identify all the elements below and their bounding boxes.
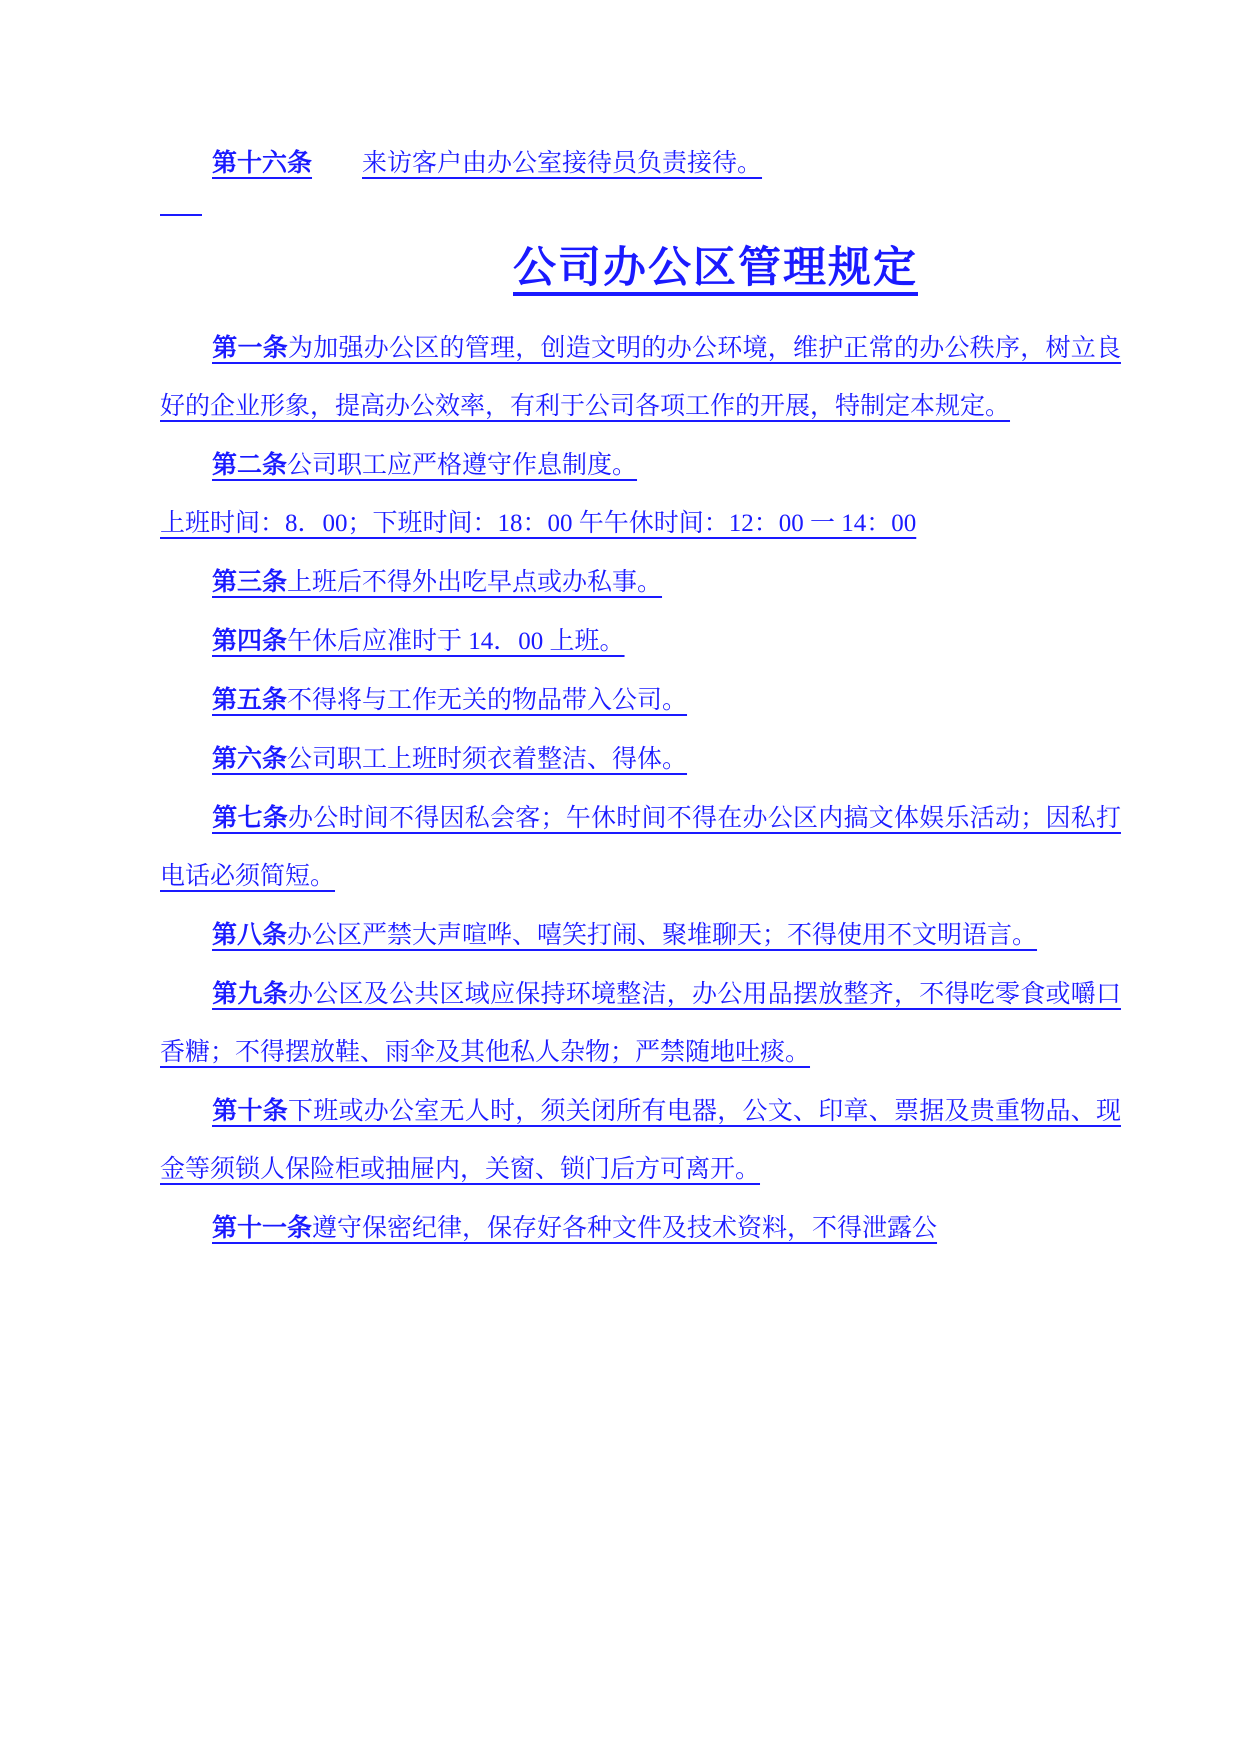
top-note-line <box>160 140 1121 187</box>
article-text: 办公区及公共区域应保持环境整洁，办公用品摆放整齐，不得吃零食或嚼口香糖；不得摆放鞋、雨伞及其他私人杂物；严禁随地吐痰。 <box>160 981 1121 1066</box>
page-title <box>160 234 1121 295</box>
article-text: 办公时间不得因私会客；午休时间不得在办公区内搞文体娱乐活动；因私打电话必须简短。 <box>160 805 1121 890</box>
worktime-text: 上班时间：8．00；下班时间：18：00 午午休时间：12：00 一 14：00 <box>160 510 917 537</box>
top-note-article: 第十六条 <box>212 149 313 177</box>
article-text: 下班或办公室无人时，须关闭所有电器，公文、印章、票据及贵重物品、现金等须锁人保险柜或抽屉内，关窗、锁门后方可离开。 <box>160 1098 1121 1183</box>
page-title-text: 公司办公区管理规定 <box>513 244 918 292</box>
article-paragraph <box>160 965 1121 1082</box>
article-label: 第九条 <box>212 980 288 1008</box>
article-text: 公司职工上班时须衣着整洁、得体。 <box>287 746 688 773</box>
article-paragraph <box>160 730 1121 789</box>
article-paragraph <box>160 319 1121 436</box>
article-paragraph <box>160 436 1121 495</box>
article-paragraph <box>160 1082 1121 1199</box>
article-label: 第一条 <box>212 334 288 362</box>
article-text: 不得将与工作无关的物品带入公司。 <box>287 687 688 714</box>
horizontal-rule <box>160 213 202 216</box>
article-paragraph <box>160 1199 1121 1258</box>
article-paragraph <box>160 789 1121 906</box>
top-note-text: 来访客户由办公室接待员负责接待。 <box>362 150 763 177</box>
article-label: 第四条 <box>212 627 288 655</box>
article-paragraph <box>160 612 1121 671</box>
article-text: 公司职工应严格遵守作息制度。 <box>287 452 638 479</box>
article-label: 第三条 <box>212 568 288 596</box>
article-text: 午休后应准时于 14．00 上班。 <box>287 628 625 655</box>
article-label: 第八条 <box>212 921 288 949</box>
article-label: 第五条 <box>212 686 288 714</box>
article-label: 第七条 <box>212 804 288 832</box>
article-label: 第十一条 <box>212 1214 313 1242</box>
article-label: 第十条 <box>212 1097 288 1125</box>
article-text: 办公区严禁大声喧哗、嘻笑打闹、聚堆聊天；不得使用不文明语言。 <box>287 922 1038 949</box>
article-text: 上班后不得外出吃早点或办私事。 <box>287 569 663 596</box>
article-text: 遵守保密纪律，保存好各种文件及技术资料，不得泄露公 <box>312 1215 938 1242</box>
article-label: 第六条 <box>212 745 288 773</box>
article-paragraph <box>160 553 1121 612</box>
article-label: 第二条 <box>212 451 288 479</box>
articles-list <box>160 319 1121 1258</box>
article-text: 为加强办公区的管理，创造文明的办公环境，维护正常的办公秩序，树立良好的企业形象，提高办公效率，有利于公司各项工作的开展，特制定本规定。 <box>160 335 1121 420</box>
article-paragraph <box>160 906 1121 965</box>
worktime-paragraph <box>160 495 1121 553</box>
article-paragraph <box>160 671 1121 730</box>
